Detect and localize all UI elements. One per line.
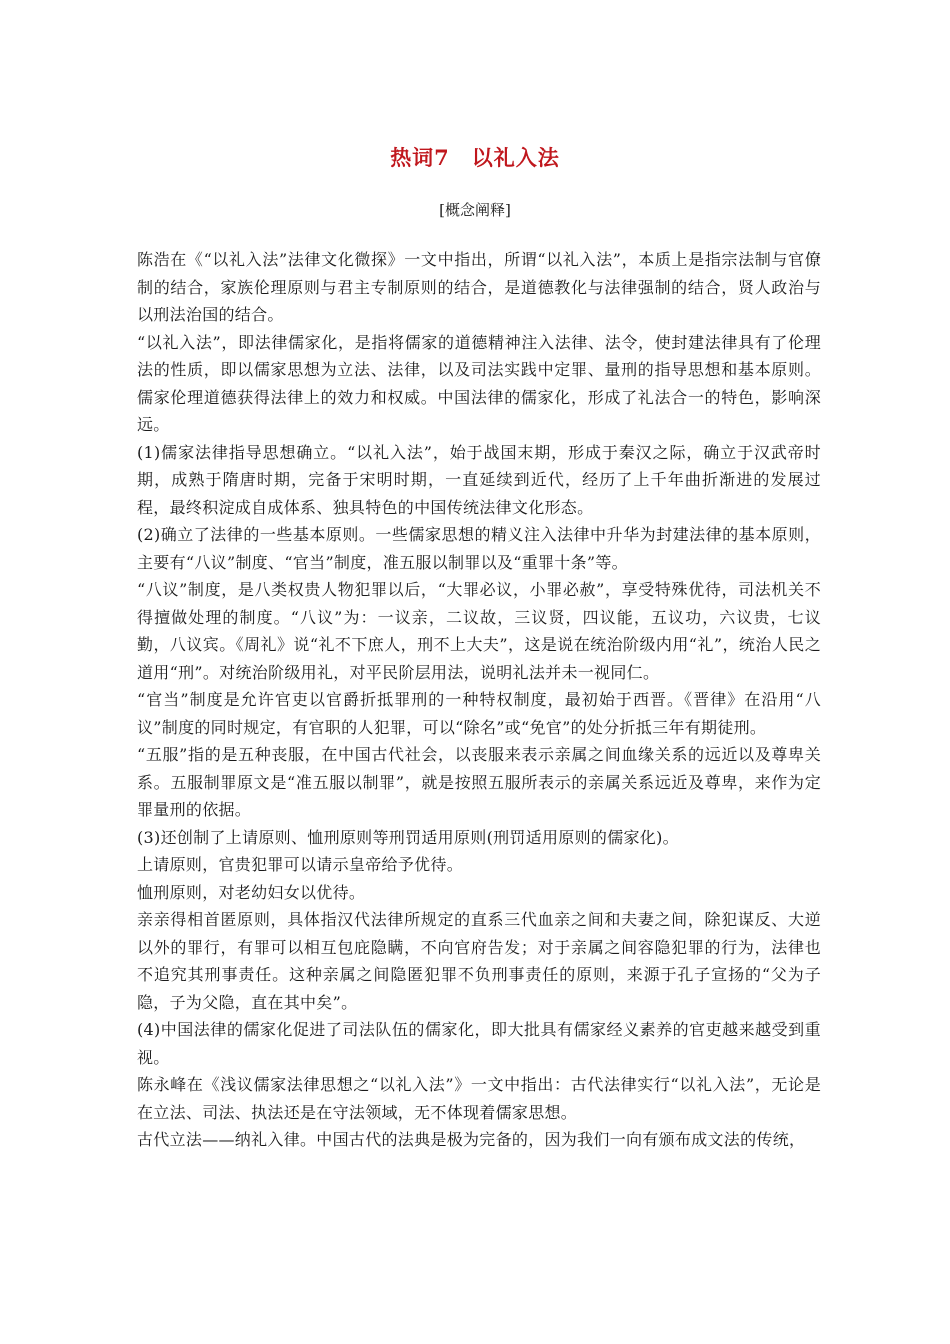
paragraph: (1)儒家法律指导思想确立。“以礼入法”，始于战国末期，形成于秦汉之际，确立于汉武帝时期，成熟于隋唐时期，完备于宋明时期，一直延续到近代，经历了上千年曲折渐进的发展过程，最终积淀成自成体系、独具特色的中国传统法律文化形态。	[137, 442, 821, 517]
paragraph: 陈永峰在《浅议儒家法律思想之“以礼入法”》一文中指出：古代法律实行“以礼入法”，无论是在立法、司法、执法还是在守法领域，无不体现着儒家思想。	[137, 1075, 821, 1122]
paragraph: “五服”指的是五种丧服，在中国古代社会，以丧服来表示亲属之间血缘关系的远近以及尊卑关系。五服制罪原文是“准五服以制罪”，就是按照五服所表示的亲属关系远近及尊卑，来作为定罪量刑的依据。	[137, 745, 821, 819]
document-body	[137, 246, 821, 1154]
document-title: 热词7 以礼入法	[390, 145, 560, 170]
paragraph: 恤刑原则，对老幼妇女以优待。	[137, 882, 366, 902]
paragraph: (2)确立了法律的一些基本原则。一些儒家思想的精义注入法律中升华为封建法律的基本原则，主要有“八议”制度、“官当”制度，准五服以制罪以及“重罪十条”等。	[137, 525, 821, 572]
paragraph: (4)中国法律的儒家化促进了司法队伍的儒家化，即大批具有儒家经义素养的官吏越来越受到重视。	[137, 1020, 821, 1067]
paragraph: “官当”制度是允许官吏以官爵折抵罪刑的一种特权制度，最初始于西晋。《晋律》在沿用“八议”制度的同时规定，有官职的人犯罪，可以“除名”或“免官”的处分折抵三年有期徒刑。	[137, 690, 821, 737]
paragraph: (3)还创制了上请原则、恤刑原则等刑罚适用原则(刑罚适用原则的儒家化)。	[137, 827, 679, 847]
paragraph: “八议”制度，是八类权贵人物犯罪以后，“大罪必议，小罪必赦”，享受特殊优待，司法机关不得擅做处理的制度。“八议”为：一议亲，二议故，三议贤，四议能，五议功，六议贵，七议勤，八议宾。《周礼》说“礼不下庶人，刑不上大夫”，这是说在统治阶级内用“礼”，统治人民之道用“刑”。对统治阶级用礼，对平民阶层用法，说明礼法并未一视同仁。	[137, 580, 821, 682]
paragraph: 陈浩在《“以礼入法”法律文化微探》一文中指出，所谓“以礼入法”，本质上是指宗法制与官僚制的结合，家族伦理原则与君主专制原则的结合，是道德教化与法律强制的结合，贤人政治与以刑法治国的结合。	[137, 250, 821, 324]
section-label: [概念阐释]	[439, 201, 511, 219]
paragraph: 上请原则，官贵犯罪可以请示皇帝给予优待。	[137, 855, 464, 874]
paragraph: “以礼入法”，即法律儒家化，是指将儒家的道德精神注入法律、法令，使封建法律具有了伦理法的性质，即以儒家思想为立法、法律，以及司法实践中定罪、量刑的指导思想和基本原则。儒家伦理道德获得法律上的效力和权威。中国法律的儒家化，形成了礼法合一的特色，影响深远。	[137, 332, 821, 434]
paragraph: 古代立法——纳礼入律。中国古代的法典是极为完备的，因为我们一向有颁布成文法的传统，	[137, 1130, 806, 1149]
paragraph: 亲亲得相首匿原则，具体指汉代法律所规定的直系三代血亲之间和夫妻之间，除犯谋反、大逆以外的罪行，有罪可以相互包庇隐瞒，不向官府告发；对于亲属之间容隐犯罪的行为，法律也不追究其刑事责任。这种亲属之间隐匿犯罪不负刑事责任的原则，来源于孔子宣扬的“父为子隐，子为父隐，直在其中矣”。	[137, 910, 821, 1012]
